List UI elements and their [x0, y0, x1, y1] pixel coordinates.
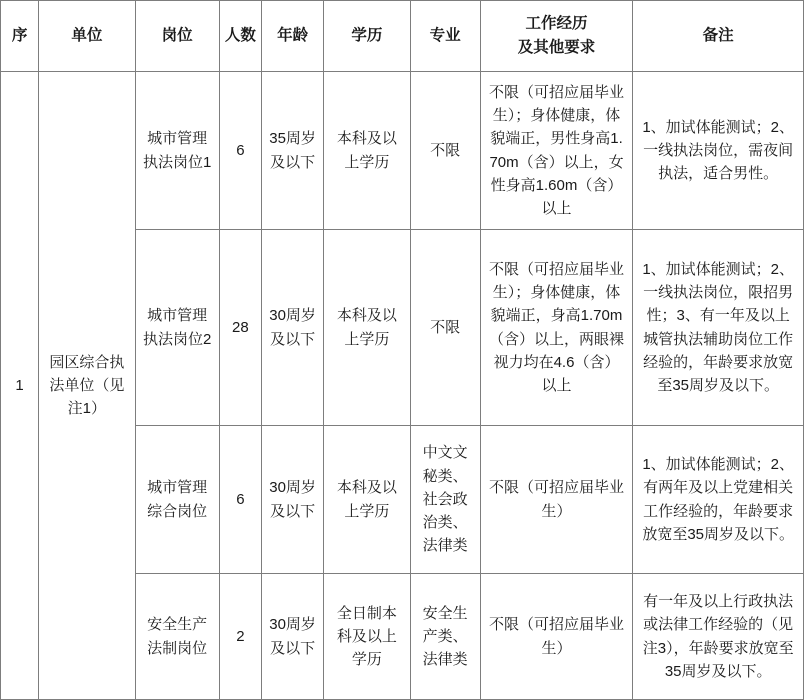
cell-remark: 有一年及以上行政执法或法律工作经验的（见注3），年龄要求放宽至35周岁及以下。 [633, 574, 804, 700]
table-header [1, 1, 804, 72]
cell-number: 6 [219, 426, 261, 574]
table-body [1, 72, 804, 700]
cell-major: 中文文秘类、社会政治类、法律类 [410, 426, 480, 574]
cell-experience: 不限（可招应届毕业生）；身体健康，体貌端正，身高1.70m（含）以上，两眼裸视力均在4.6（含）以上 [480, 230, 633, 426]
header-unit: 单位 [39, 1, 135, 72]
cell-age: 30周岁及以下 [261, 426, 323, 574]
header-experience-line1: 工作经历 [525, 14, 588, 32]
cell-major: 不限 [410, 230, 480, 426]
cell-number: 28 [219, 230, 261, 426]
cell-number: 6 [219, 72, 261, 230]
cell-major: 不限 [410, 72, 480, 230]
header-seq: 序 [1, 1, 39, 72]
cell-number: 2 [219, 574, 261, 700]
cell-seq: 1 [1, 72, 39, 700]
header-row [1, 1, 804, 72]
cell-education: 本科及以上学历 [324, 426, 410, 574]
cell-remark: 1、加试体能测试；2、一线执法岗位，限招男性；3、有一年及以上城管执法辅助岗位工作经验的，年龄要求放宽至35周岁及以下。 [633, 230, 804, 426]
header-major: 专业 [410, 1, 480, 72]
cell-remark: 1、加试体能测试；2、一线执法岗位，需夜间执法，适合男性。 [633, 72, 804, 230]
cell-education: 本科及以上学历 [324, 72, 410, 230]
header-education: 学历 [324, 1, 410, 72]
header-remark: 备注 [633, 1, 804, 72]
cell-post: 城市管理综合岗位 [135, 426, 219, 574]
table-row [1, 72, 804, 230]
header-age: 年龄 [261, 1, 323, 72]
cell-post: 城市管理执法岗位1 [135, 72, 219, 230]
header-experience-line2: 及其他要求 [517, 39, 596, 56]
cell-experience: 不限（可招应届毕业生） [480, 574, 633, 700]
cell-unit: 园区综合执法单位（见注1） [39, 72, 135, 700]
cell-education: 全日制本科及以上学历 [324, 574, 410, 700]
cell-age: 30周岁及以下 [261, 574, 323, 700]
cell-remark: 1、加试体能测试；2、有两年及以上党建相关工作经验的，年龄要求放宽至35周岁及以下。 [633, 426, 804, 574]
cell-education: 本科及以上学历 [324, 230, 410, 426]
cell-experience: 不限（可招应届毕业生）；身体健康，体貌端正，男性身高1.70m（含）以上，女性身高1.60m（含）以上 [480, 72, 633, 230]
header-post: 岗位 [135, 1, 219, 72]
header-experience [480, 1, 633, 72]
header-number: 人数 [219, 1, 261, 72]
cell-post: 安全生产法制岗位 [135, 574, 219, 700]
cell-experience: 不限（可招应届毕业生） [480, 426, 633, 574]
cell-major: 安全生产类、法律类 [410, 574, 480, 700]
cell-age: 35周岁及以下 [261, 72, 323, 230]
cell-age: 30周岁及以下 [261, 230, 323, 426]
cell-post: 城市管理执法岗位2 [135, 230, 219, 426]
